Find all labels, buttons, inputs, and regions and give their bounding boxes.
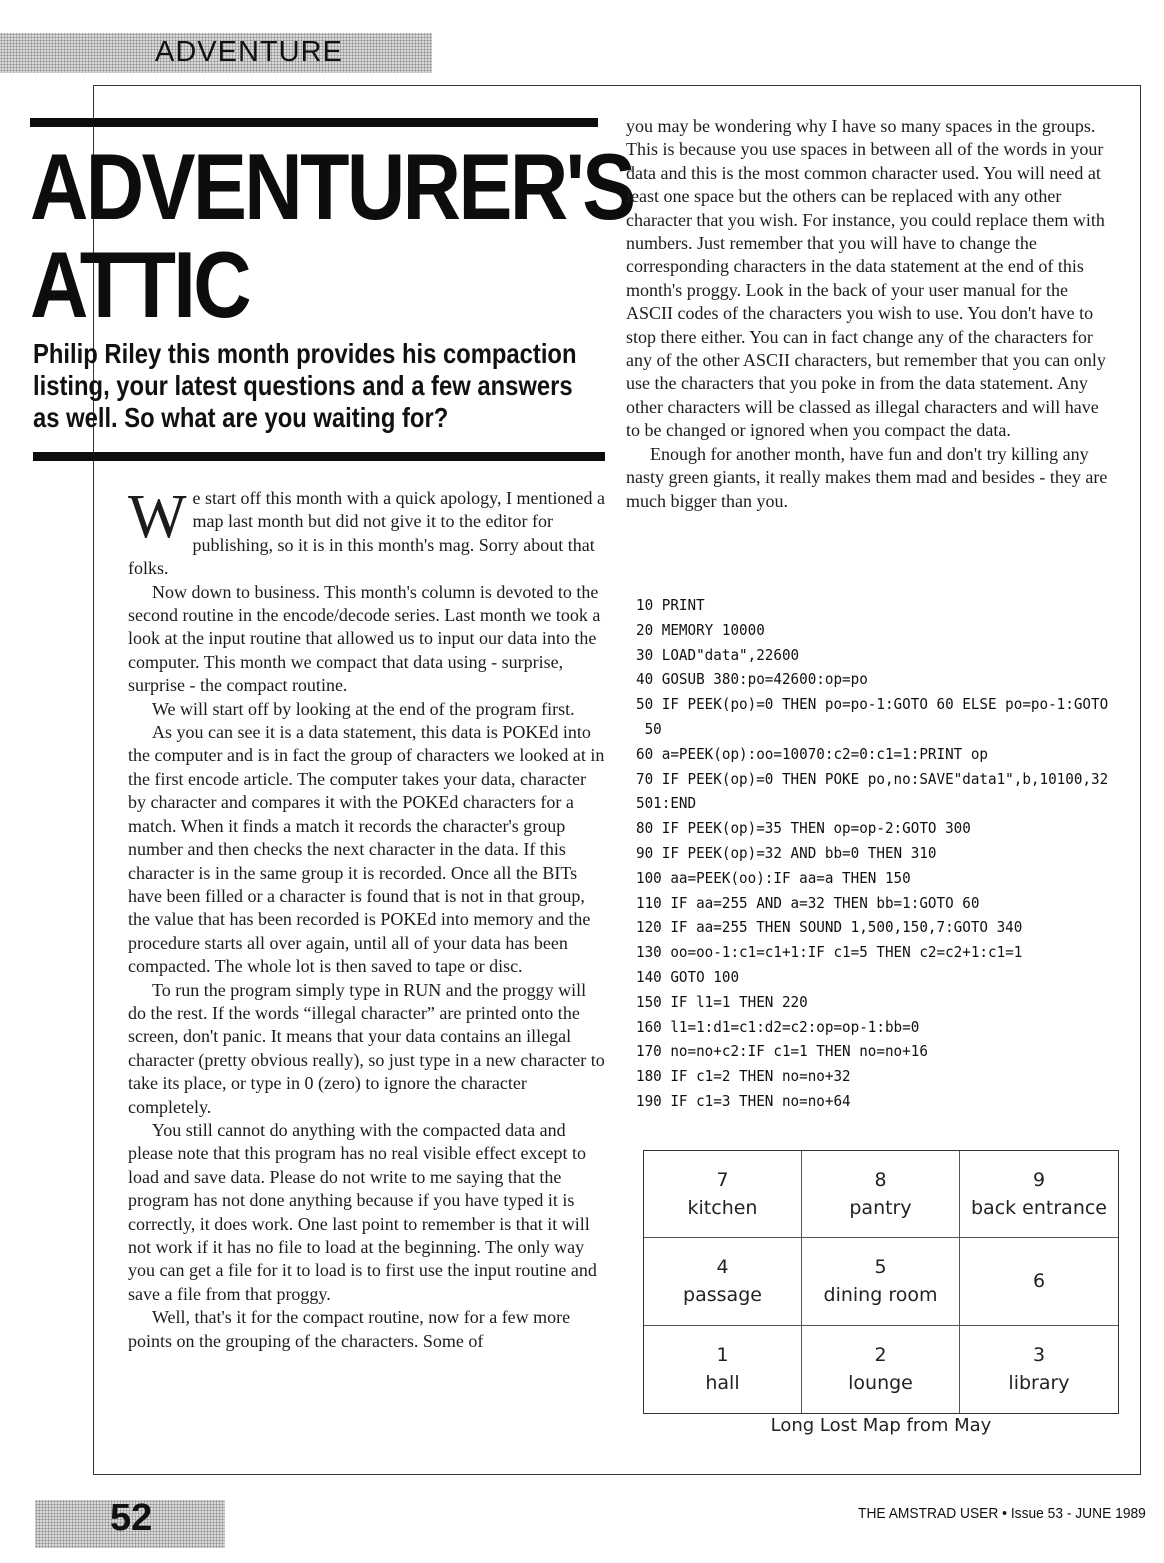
paragraph: To run the program simply type in RUN and the proggy will do the rest. If the words “illegal character” are printed onto the screen, don't panic. It means that your data contains an illegal character (pretty obvious really), so just type in a new character to take its place, or type in 0 (zero) to ignore the character completely. (128, 979, 605, 1117)
map-room (802, 1238, 960, 1325)
map-room (644, 1238, 802, 1325)
paragraph: Enough for another month, have fun and don't try killing any nasty green giants, it really makes them mad and besides - they are much bigger than you. (626, 443, 1108, 511)
bottom-rule (33, 452, 605, 461)
room-number: 3 (1032, 1344, 1046, 1367)
paragraph (128, 483, 606, 581)
paragraph: Now down to business. This month's column is devoted to the second routine in the encode/decode series. Last month we took a look at the input routine that allowed us to input our data into the computer. This month we compact that data using - surprise, surprise - the compact routine. (128, 581, 601, 696)
map-room (644, 1151, 802, 1238)
room-number: 4 (716, 1256, 729, 1279)
map-room (644, 1326, 802, 1413)
room-number: 7 (716, 1169, 729, 1192)
room-name: passage (683, 1284, 762, 1307)
drop-cap: W (128, 483, 187, 551)
headline-line-2: ATTIC (30, 232, 250, 337)
paragraph: We will start off by looking at the end of the program first. (152, 698, 575, 719)
room-name: lounge (848, 1372, 913, 1395)
room-name: library (1008, 1372, 1070, 1395)
basic-listing: 10 PRINT 20 MEMORY 10000 30 LOAD"data",22600 40 GOSUB 380:po=42600:op=po 50 IF PEEK(po)=0 THEN po=po-1:GOTO 60 ELSE po=po-1:GOTO 50 60 a=PEEK(op):oo=10070:c2=0:c1=1:PRINT op 70 IF PEEK(op)=0 THEN POKE po,no:SAVE"data1",b,10100,32 501:END 80 IF PEEK(op)=35 THEN op=op-2:GOTO 300 90 IF PEEK(op)=32 AND bb=0 THEN 310 100 aa=PEEK(oo):IF aa=a THEN 150 110 IF aa=255 AND a=32 THEN bb=1:GOTO 60 120 IF aa=255 THEN SOUND 1,500,150,7:GOTO 340 130 oo=oo-1:c1=c1+1:IF c1=5 THEN c2=c2+1:c1=1 140 GOTO 100 150 IF l1=1 THEN 220 160 l1=1:d1=c1:d2=c2:op=op-1:bb=0 170 no=no+c2:IF c1=1 THEN no=no+16 180 IF c1=2 THEN no=no+32 190 IF c1=3 THEN no=no+64 (636, 596, 1109, 1110)
standfirst: Philip Riley this month provides his compaction listing, your latest questions and a few answers as well. So what are you waiting for? (33, 338, 577, 433)
right-column (626, 115, 1108, 513)
page-number: 52 (110, 1497, 153, 1539)
room-name: hall (705, 1372, 740, 1395)
map-room (802, 1326, 960, 1413)
map-room (802, 1151, 960, 1238)
paragraph: Well, that's it for the compact routine, now for a few more points on the grouping of the characters. Some of (128, 1307, 571, 1351)
paragraph-text: e start off this month with a quick apology, I mentioned a map last month but did not give it to the editor for publishing, so it is in this month's mag. Sorry about that folks. (128, 488, 605, 579)
map-caption: Long Lost Map from May (770, 1415, 992, 1436)
room-number: 1 (716, 1344, 729, 1367)
map-room (960, 1238, 1118, 1325)
top-rule (30, 118, 598, 127)
headline-line-1: ADVENTURER'S (30, 134, 634, 239)
publication-footer: THE AMSTRAD USER • Issue 53 - JUNE 1989 (858, 1505, 1146, 1522)
map-room (960, 1326, 1118, 1413)
paragraph: you may be wondering why I have so many spaces in the groups. This is because you use spaces in between all of the words in your data and this is the most common character used. You will need at least one space but the others can be replaced with any other character that you wish. For instance, you could replace them with numbers. Just remember that you will have to change the corresponding characters in the data statement at the end of this month's proggy. Look in the back of your user manual for the ASCII codes of the characters you wish to use. You don't have to stop there either. You can in fact change any of the characters for any of the other ASCII characters, but remember that you can only use the characters that you poke in from the data statement. Any other characters will be classed as illegal characters and will have to be changed or ignored when you compact the data. (626, 116, 1106, 441)
paragraph: As you can see it is a data statement, this data is POKEd into the computer and is in fact the group of characters we looked at in the first encode article. The computer takes your data, character by character and compares it with the POKEd characters for a match. When it finds a match it records the character's group number and then checks the next character in the data. If this character is in the same group it is recorded. Once all the BITs have been filled or a character is found that is not in that group, the value that has been recorded is POKEd into memory and the procedure starts all over again, until all of your data has been compacted. The whole lot is then saved to tape or disc. (128, 722, 605, 977)
room-name: pantry (849, 1197, 912, 1220)
room-name: kitchen (687, 1197, 758, 1220)
paragraph: You still cannot do anything with the compacted data and please note that this program has no real visible effect except to load and save data. Please do not write to me saying that the program has not done anything because if you have typed it is correctly, it does work. One last point to remember is that it will not work if it has no file to load at the beginning. The only way you can get a file for it to load is to first use the input routine and save a file from that proggy. (128, 1119, 597, 1304)
room-name: dining room (823, 1284, 938, 1307)
room-number: 2 (874, 1344, 887, 1367)
room-name: back entrance (970, 1197, 1107, 1220)
adventure-map (643, 1150, 1119, 1414)
room-number: 5 (874, 1256, 887, 1279)
section-label: ADVENTURE (155, 36, 343, 68)
room-number: 9 (1032, 1169, 1046, 1192)
left-column (128, 483, 606, 1353)
headline (30, 134, 634, 337)
room-number: 6 (1032, 1270, 1046, 1293)
map-room (960, 1151, 1118, 1238)
room-number: 8 (874, 1169, 887, 1192)
